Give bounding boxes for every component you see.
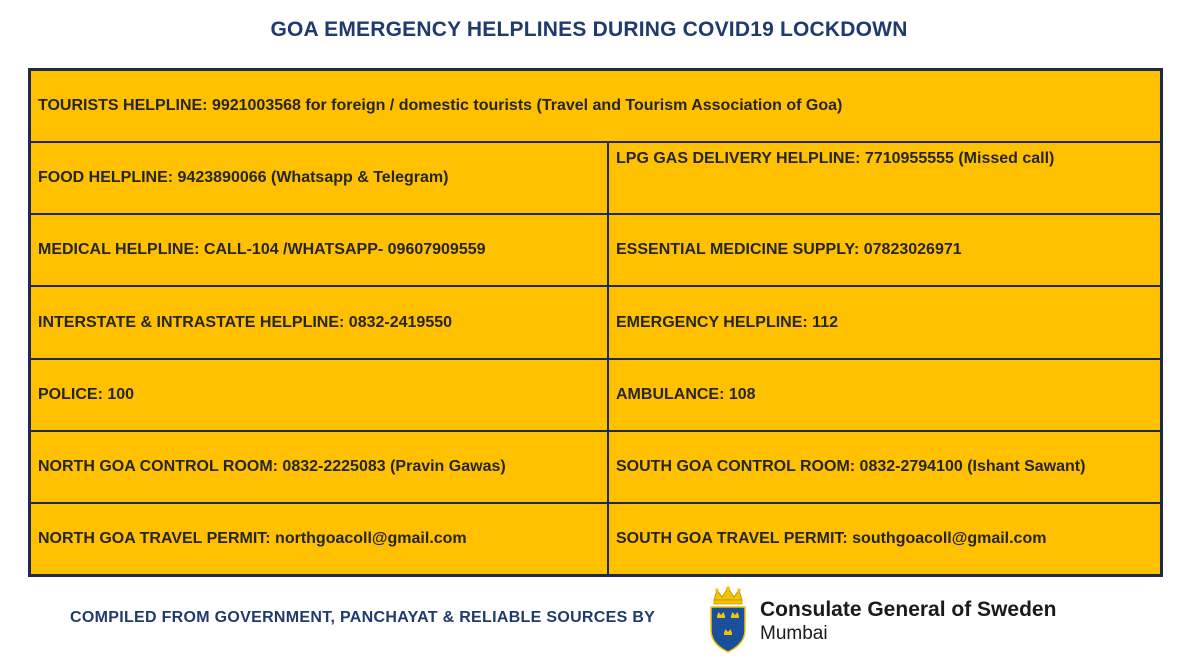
police-cell: POLICE: 100	[31, 360, 609, 430]
consulate-city: Mumbai	[760, 623, 828, 644]
table-row	[31, 287, 1160, 360]
table-row	[31, 360, 1160, 432]
north-goa-control-room-cell: NORTH GOA CONTROL ROOM: 0832-2225083 (Pravin Gawas)	[31, 432, 609, 502]
consulate-name: Consulate General of Sweden	[760, 598, 1057, 621]
essential-medicine-cell: ESSENTIAL MEDICINE SUPPLY: 07823026971	[616, 241, 962, 258]
south-goa-control-room-cell: SOUTH GOA CONTROL ROOM: 0832-2794100 (Ishant Sawant)	[616, 458, 1086, 475]
emergency-helpline-cell: EMERGENCY HELPLINE: 112	[616, 313, 838, 331]
lpg-helpline-cell: LPG GAS DELIVERY HELPLINE: 7710955555 (Missed call)	[616, 150, 1055, 167]
consulate-logo-text	[760, 598, 1056, 646]
table-row	[31, 432, 1160, 504]
south-goa-travel-permit-cell: SOUTH GOA TRAVEL PERMIT: southgoacoll@gmail.com	[616, 530, 1047, 547]
page-title: GOA EMERGENCY HELPLINES DURING COVID19 LOCKDOWN	[270, 18, 908, 41]
table-row	[31, 71, 1160, 143]
helplines-table	[28, 68, 1163, 577]
interstate-helpline-cell: INTERSTATE & INTRASTATE HELPLINE: 0832-2419550	[31, 287, 609, 358]
medical-helpline-cell: MEDICAL HELPLINE: CALL-104 /WHATSAPP- 09607909559	[31, 215, 609, 285]
tourists-helpline-cell: TOURISTS HELPLINE: 9921003568 for foreign / domestic tourists (Travel and Tourism Association of Goa)	[38, 97, 843, 114]
table-row	[31, 215, 1160, 287]
compiled-by-text: COMPILED FROM GOVERNMENT, PANCHAYAT & RELIABLE SOURCES BY	[70, 609, 656, 626]
swedish-crest-icon	[708, 586, 748, 654]
table-row	[31, 143, 1160, 215]
food-helpline-cell: FOOD HELPLINE: 9423890066 (Whatsapp & Telegram)	[31, 143, 609, 213]
ambulance-cell: AMBULANCE: 108	[616, 386, 756, 403]
north-goa-travel-permit-cell: NORTH GOA TRAVEL PERMIT: northgoacoll@gmail.com	[31, 504, 609, 574]
table-row	[31, 504, 1160, 574]
